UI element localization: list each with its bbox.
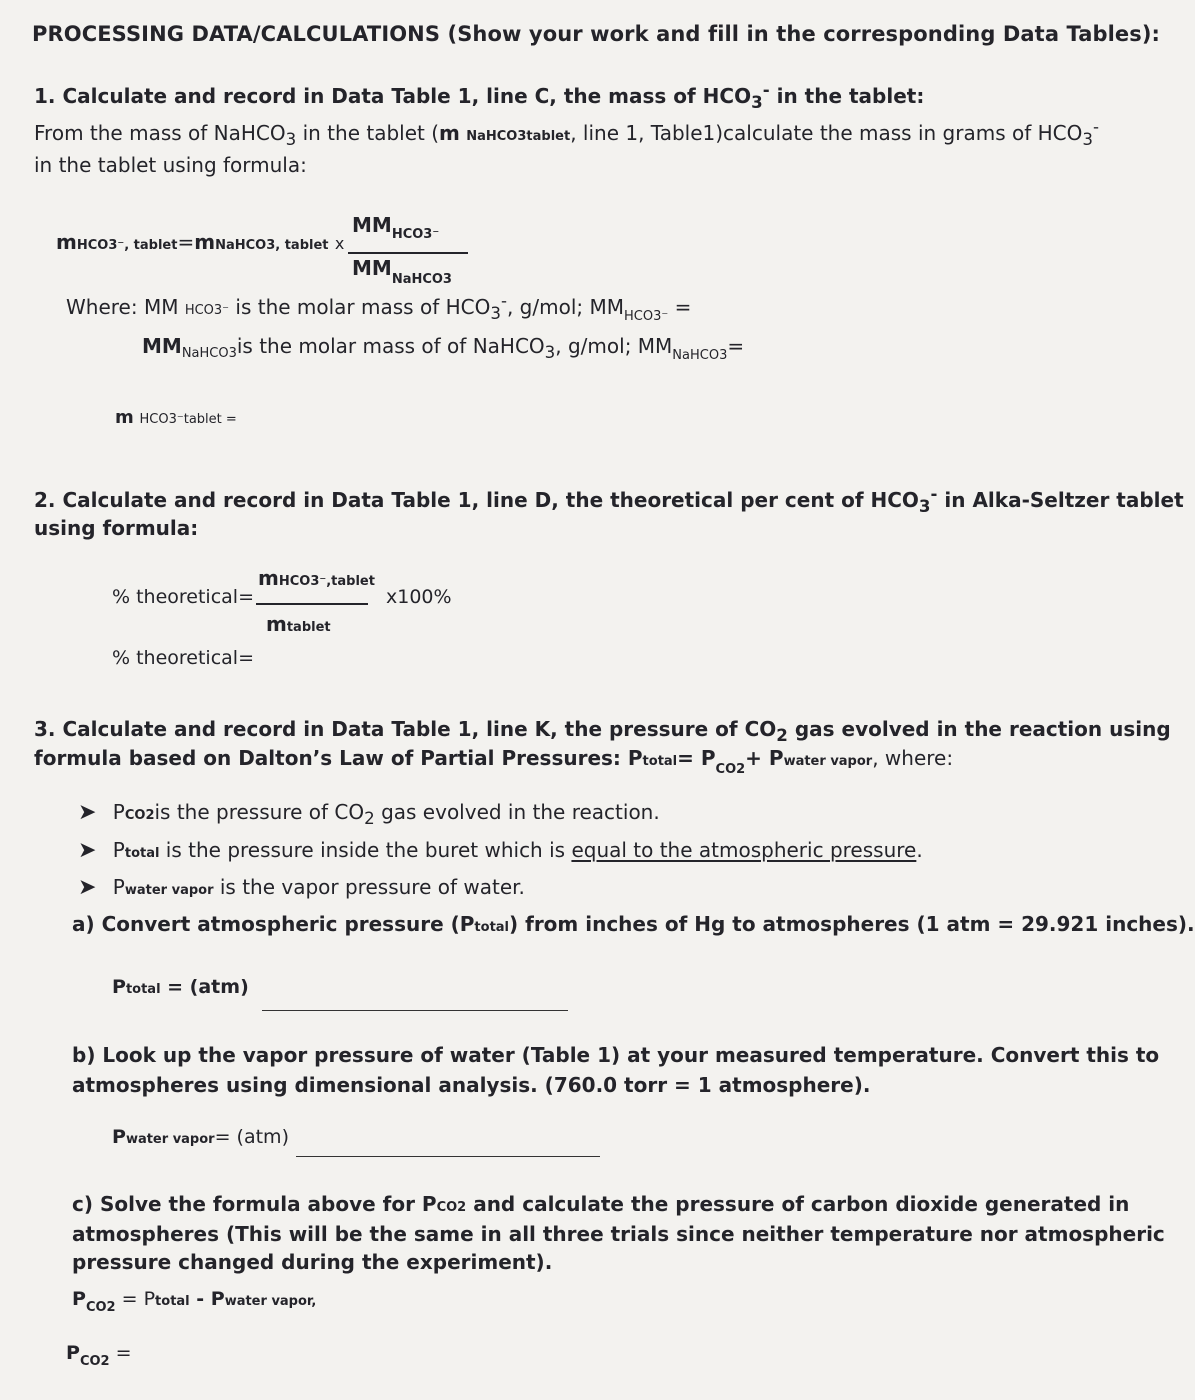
step3c-line2: atmospheres (This will be the same in all three trials since neither temperature nor atmospheric [72,1222,1165,1246]
step1-where-line2: $MM_{NaHCO3}is$ the molar mass of of NaHCO$_3$, g/mol; $MM_{NaHCO3}=$ [142,334,745,363]
formula-percent-theoretical: % theoretical= [112,586,254,608]
step3b-title-line2: atmospheres using dimensional analysis. (760.0 torr = 1 atmosphere). [72,1073,871,1097]
formula2-fraction-bar [256,603,368,605]
arrow-bullet-icon: ➤ [78,875,97,900]
step3a-title: a) Convert atmospheric pressure (Ptotal) from inches of Hg to atmospheres (1 atm = 29.921 inches). [72,912,1195,936]
step3-title: 3. Calculate and record in Data Table 1, line K, the pressure of $CO_2$ gas evolved in the reaction using [34,717,1171,745]
formula-mass-hco3: mHCO3⁻, tablet=mNaHCO3, tablet x [56,230,345,254]
page-header: PROCESSING DATA/CALCULATIONS (Show your work and fill in the corresponding Data Tables): [32,22,1161,46]
step1-where-line1: Where: MM HCO3⁻ is the molar mass of $HCO_3^-$, g/mol; $MM_{HCO3^-}$ = [66,291,692,324]
step3a-answer: Ptotal = (atm) [112,976,249,998]
formula2-denominator: mtablet [266,612,331,636]
step3-title-line2: formula based on Dalton’s Law of Partial Pressures: Ptotal= $P_{CO2}+$ Pwater vapor, where: [34,746,954,777]
step3c-formula: $P_{CO2}$ = Ptotal - Pwater vapor, [72,1288,317,1315]
arrow-bullet-icon: ➤ [78,838,97,863]
step3b-title-line1: b) Look up the vapor pressure of water (Table 1) at your measured temperature. Convert this to [72,1043,1160,1067]
step3c-line3: pressure changed during the experiment). [72,1250,553,1274]
formula2-numerator: mHCO3⁻,tablet [258,566,375,590]
step1-instruction-line2: in the tablet using formula: [34,153,307,177]
bullet-pwater: ➤ Pwater vapor is the vapor pressure of water. [78,875,525,900]
bullet-ptotal: ➤ Ptotal is the pressure inside the buret which is equal to the atmospheric pressure. [78,838,923,863]
step2-title-line2: using formula: [34,516,199,540]
formula1-fraction-bar [348,252,468,254]
formula1-denominator: $MM_{NaHCO3}$ [352,256,452,287]
step1-answer-mass-hco3: m HCO3⁻tablet = [115,407,237,428]
formula1-numerator: $MM_{HCO3^-}$ [352,213,440,242]
arrow-bullet-icon: ➤ [78,800,97,825]
formula2-multiplier: x100% [386,586,452,608]
step2-title: 2. Calculate and record in Data Table 1, line D, the theoretical per cent of $HCO_3^-$ in Alka-Seltzer tablet [34,484,1184,516]
bullet-pco2: ➤ PCO2is the pressure of $CO_2$ gas evolved in the reaction. [78,800,660,828]
step1-title: 1. Calculate and record in Data Table 1, line C, the mass of $HCO_3^-$ in the tablet: [34,80,925,112]
step3b-answer: Pwater vapor= (atm) [112,1126,289,1148]
step2-answer: % theoretical= [112,647,254,669]
step1-instruction-line1: From the mass of NaHCO$_3$ in the tablet (m NaHCO3tablet, line 1, Table1)calculate the mass in grams of $HCO_3^-$ [34,117,1099,149]
step3a-answer-blank[interactable] [262,1010,568,1011]
step3b-answer-blank[interactable] [296,1156,600,1157]
step3c-answer: $P_{CO2}$ = [66,1342,132,1369]
step3c-line1: c) Solve the formula above for PCO2 and calculate the pressure of carbon dioxide generated in [72,1192,1130,1216]
